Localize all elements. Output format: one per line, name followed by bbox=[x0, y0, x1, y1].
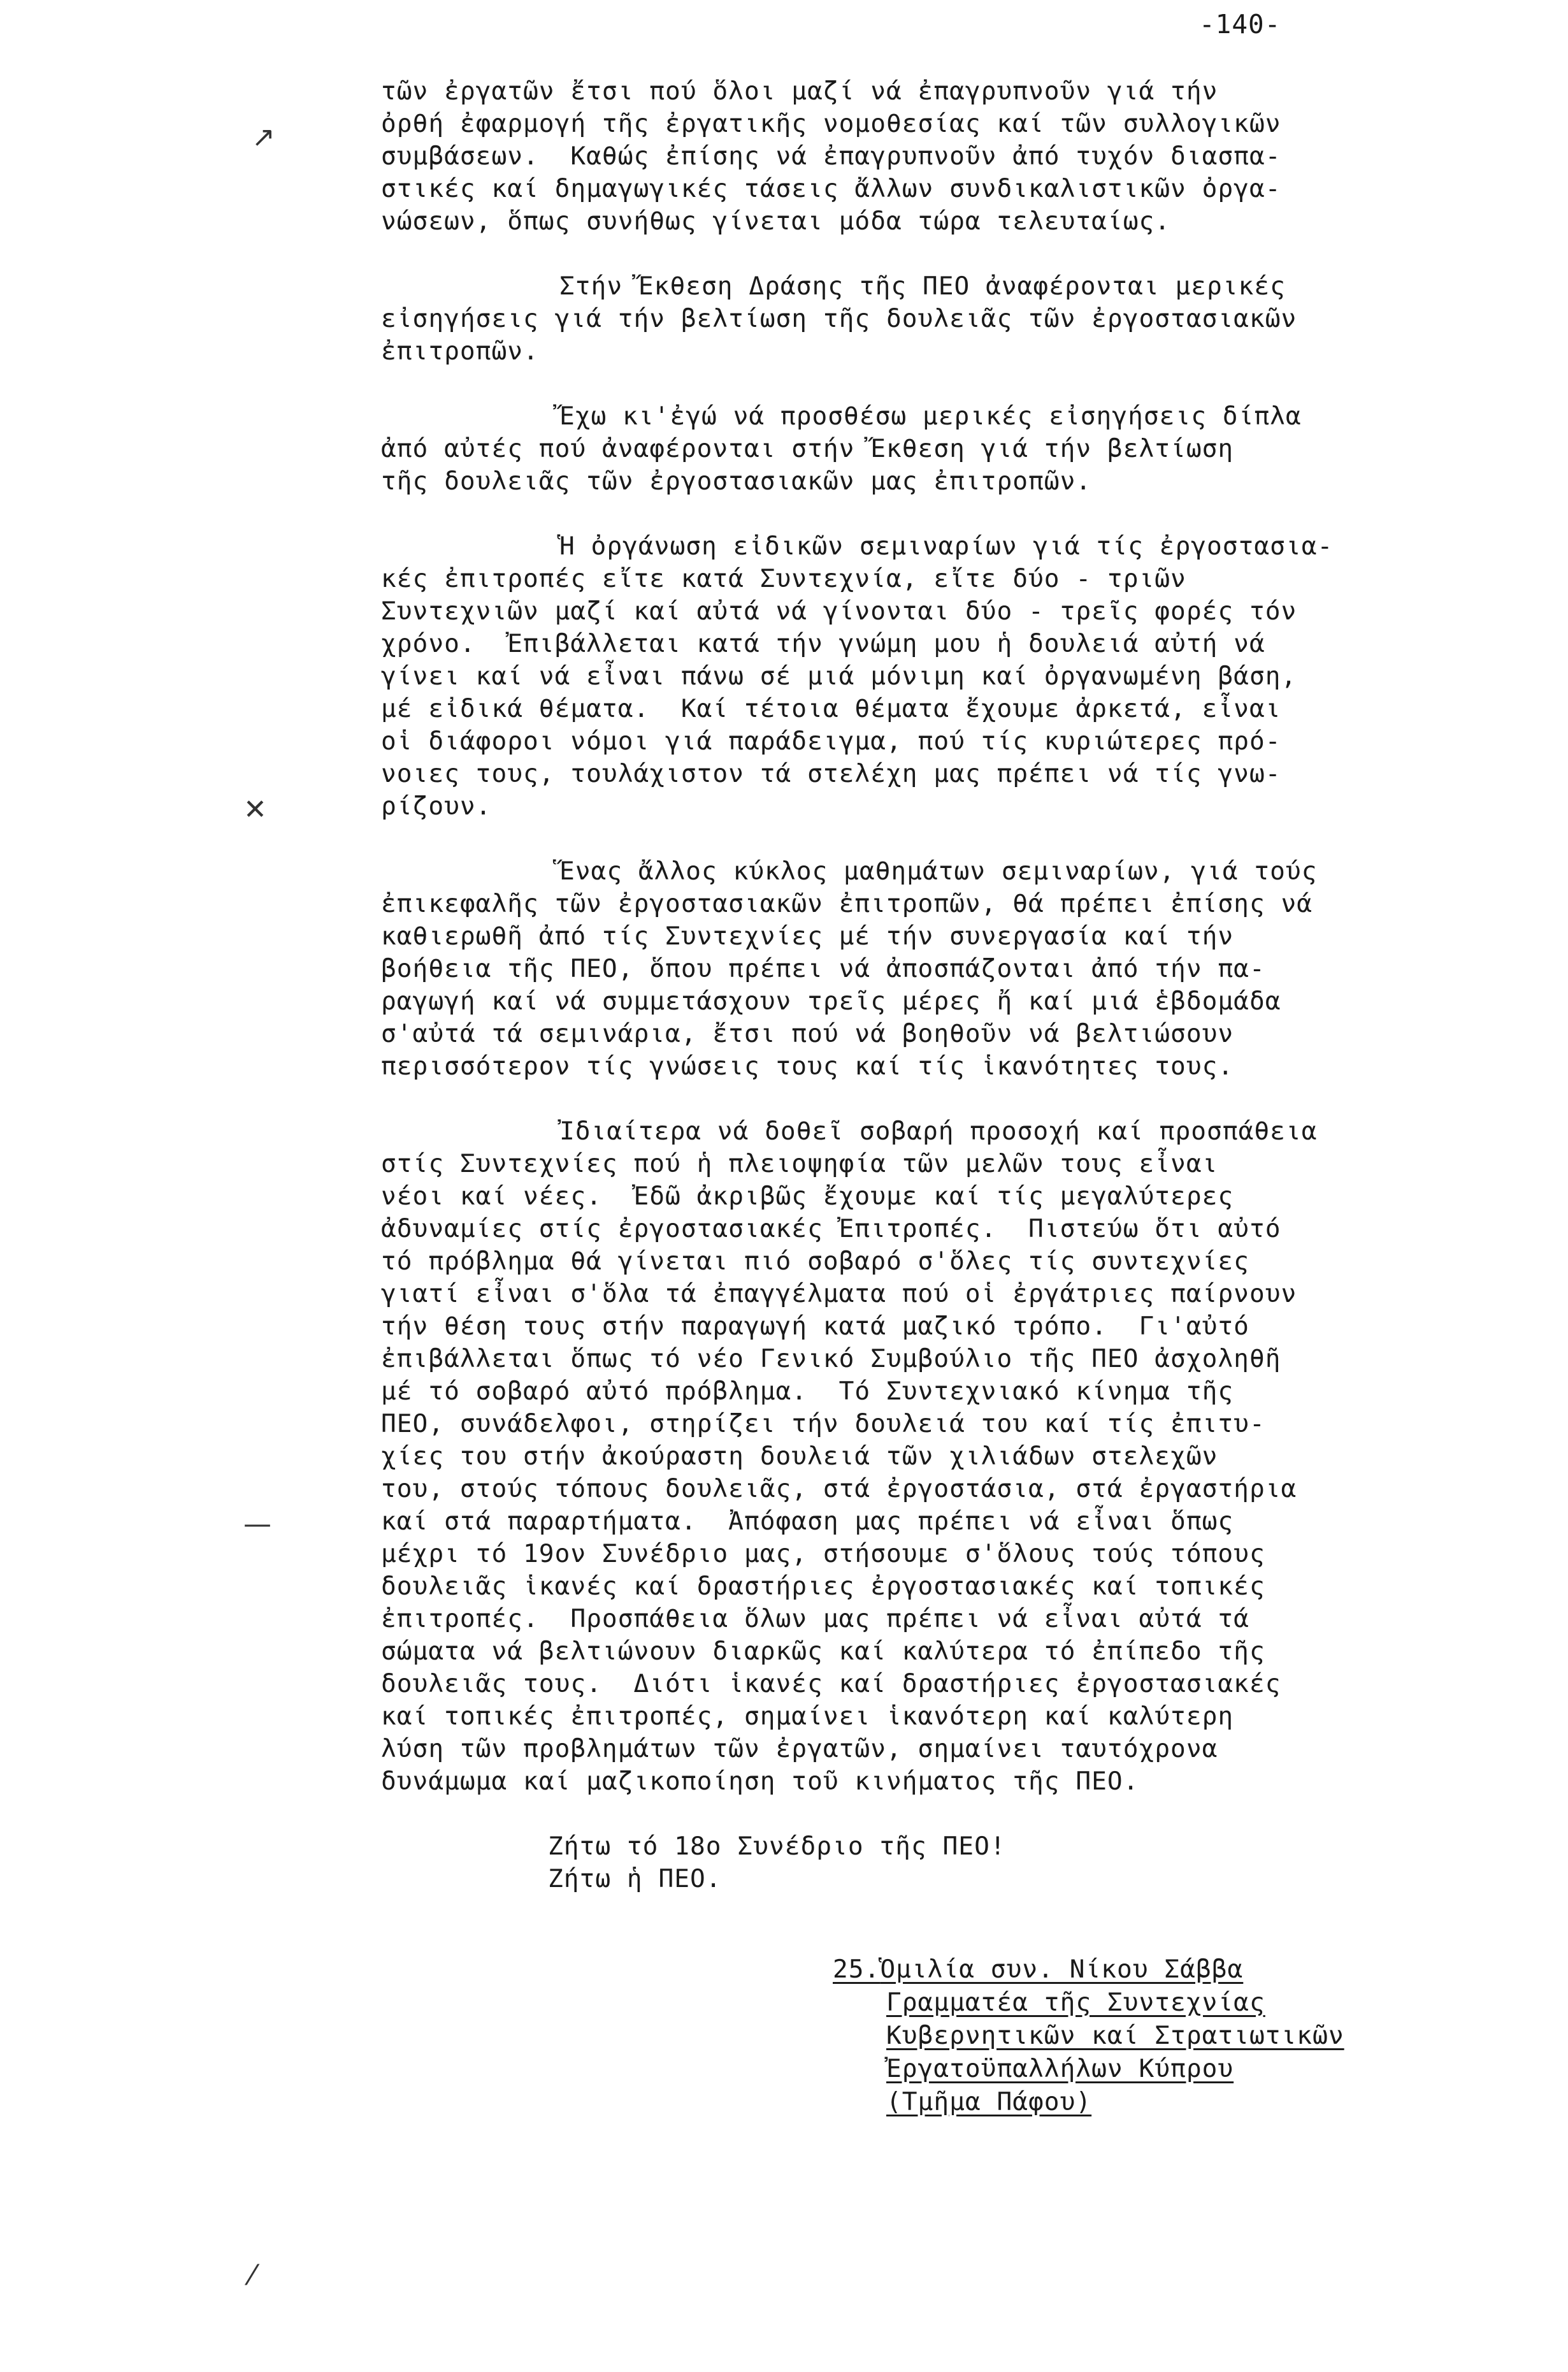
text-line: δουλειᾶς τους. Διότι ἱκανές καί δραστήριες ἐργοστασιακές bbox=[381, 1669, 1281, 1698]
text-line: δουλειᾶς ἱκανές καί δραστήριες ἐργοστασιακές καί τοπικές bbox=[381, 1572, 1265, 1601]
text-line: καθιερωθῆ ἀπό τίς Συντεχνίες μέ τήν συνεργασία καί τήν bbox=[381, 922, 1234, 951]
text-line: τῶν ἐργατῶν ἔτσι πού ὅλοι μαζί νά ἐπαγρυπνοῦν γιά τήν bbox=[381, 76, 1218, 106]
paragraph-6 bbox=[381, 1115, 1528, 1798]
text-line: Ἡ ὀργάνωση εἰδικῶν σεμιναρίων γιά τίς ἐργοστασια- bbox=[559, 532, 1334, 561]
heading-line: Γραμματέα τῆς Συντεχνίας bbox=[886, 1988, 1265, 2017]
text-line: δυνάμωμα καί μαζικοποίηση τοῦ κινήματος τῆς ΠΕΟ. bbox=[381, 1767, 1139, 1796]
text-line: Ἔχω κι'ἐγώ νά προσθέσω μερικές εἰσηγήσεις δίπλα bbox=[559, 401, 1302, 431]
text-line: ἐπιτροπῶν. bbox=[381, 336, 539, 366]
closing-line: Ζήτω ἡ ΠΕΟ. bbox=[548, 1864, 722, 1893]
text-line: γιατί εἶναι σ'ὅλα τά ἐπαγγέλματα πού οἱ ἐργάτριες παίρνουν bbox=[381, 1279, 1297, 1308]
paragraph-1 bbox=[381, 75, 1528, 238]
heading-line: Ἐργατοϋπαλλήλων Κύπρου bbox=[886, 2054, 1234, 2083]
paragraph-4 bbox=[381, 530, 1528, 823]
text-line: μέ εἰδικά θέματα. Καί τέτοια θέματα ἔχουμε ἀρκετά, εἶναι bbox=[381, 694, 1281, 723]
text-line: στικές καί δημαγωγικές τάσεις ἄλλων συνδικαλιστικῶν ὀργα- bbox=[381, 174, 1281, 203]
paragraph-5 bbox=[381, 855, 1528, 1083]
margin-cross-mark: ✕ bbox=[243, 793, 267, 826]
heading-line: Κυβερνητικῶν καί Στρατιωτικῶν bbox=[886, 2021, 1344, 2050]
text-line: νώσεων, ὅπως συνήθως γίνεται μόδα τώρα τελευταίως. bbox=[381, 206, 1171, 236]
page-number: -140- bbox=[1199, 9, 1281, 40]
text-line: σ'αὐτά τά σεμινάρια, ἔτσι πού νά βοηθοῦν νά βελτιώσουν bbox=[381, 1019, 1234, 1048]
paragraph-3 bbox=[381, 400, 1528, 498]
text-line: χίες του στήν ἀκούραστη δουλειά τῶν χιλιάδων στελεχῶν bbox=[381, 1442, 1218, 1471]
margin-tick-mark: ↗ bbox=[252, 121, 275, 154]
text-line: ραγωγή καί νά συμμετάσχουν τρεῖς μέρες ἤ καί μιά ἑβδομάδα bbox=[381, 987, 1281, 1016]
text-line: περισσότερον τίς γνώσεις τους καί τίς ἱκανότητες τους. bbox=[381, 1052, 1234, 1081]
paragraph-2 bbox=[381, 270, 1528, 368]
margin-stroke-mark: ⁄ bbox=[250, 2259, 255, 2292]
text-line: Ἰδιαίτερα νά δοθεῖ σοβαρή προσοχή καί προσπάθεια bbox=[559, 1117, 1318, 1146]
text-line: βοήθεια τῆς ΠΕΟ, ὅπου πρέπει νά ἀποσπάζονται ἀπό τήν πα- bbox=[381, 954, 1265, 983]
text-line: νέοι καί νέες. Ἐδῶ ἀκριβῶς ἔχουμε καί τίς μεγαλύτερες bbox=[381, 1182, 1234, 1211]
text-line: ὀρθή ἐφαρμογή τῆς ἐργατικῆς νομοθεσίας καί τῶν συλλογικῶν bbox=[381, 109, 1281, 138]
text-line: κές ἐπιτροπές εἴτε κατά Συντεχνία, εἴτε δύο - τριῶν bbox=[381, 564, 1186, 593]
text-line: καί στά παραρτήματα. Ἀπόφαση μας πρέπει νά εἶναι ὅπως bbox=[381, 1507, 1234, 1536]
text-line: τήν θέση τους στήν παραγωγή κατά μαζικό τρόπο. Γι'αὐτό bbox=[381, 1312, 1249, 1341]
text-line: νοιες τους, τουλάχιστον τά στελέχη μας πρέπει νά τίς γνω- bbox=[381, 759, 1281, 788]
text-line: γίνει καί νά εἶναι πάνω σέ μιά μόνιμη καί ὀργανωμένη βάση, bbox=[381, 662, 1297, 691]
text-line: του, στούς τόπους δουλειᾶς, στά ἐργοστάσια, στά ἐργαστήρια bbox=[381, 1474, 1297, 1503]
text-line: τό πρόβλημα θά γίνεται πιό σοβαρό σ'ὅλες τίς συντεχνίες bbox=[381, 1247, 1249, 1276]
speech-heading bbox=[833, 1953, 1344, 2118]
margin-dash-mark: — bbox=[243, 1508, 271, 1540]
text-line: Στήν Ἔκθεση Δράσης τῆς ΠΕΟ ἀναφέρονται μερικές bbox=[559, 271, 1286, 301]
text-line: ἀπό αὐτές πού ἀναφέρονται στήν Ἔκθεση γιά τήν βελτίωση bbox=[381, 434, 1234, 463]
text-line: συμβάσεων. Καθώς ἐπίσης νά ἐπαγρυπνοῦν ἀπό τυχόν διασπα- bbox=[381, 141, 1281, 171]
text-line: οἱ διάφοροι νόμοι γιά παράδειγμα, πού τίς κυριώτερες πρό- bbox=[381, 727, 1281, 756]
text-line: ἐπιτροπές. Προσπάθεια ὅλων μας πρέπει νά εἶναι αὐτά τά bbox=[381, 1604, 1249, 1633]
text-line: καί τοπικές ἐπιτροπές, σημαίνει ἱκανότερη καί καλύτερη bbox=[381, 1702, 1234, 1731]
text-line: μέχρι τό 19ον Συνέδριο μας, στήσουμε σ'ὅλους τούς τόπους bbox=[381, 1539, 1265, 1568]
closing-slogans bbox=[381, 1830, 1528, 1895]
heading-line: Ὁμιλία συν. Νίκου Σάββα bbox=[880, 1955, 1244, 1984]
text-line: λύση τῶν προβλημάτων τῶν ἐργατῶν, σημαίνει ταυτόχρονα bbox=[381, 1734, 1218, 1763]
document-body bbox=[381, 75, 1528, 1895]
text-line: ἐπικεφαλῆς τῶν ἐργοστασιακῶν ἐπιτροπῶν, θά πρέπει ἐπίσης νά bbox=[381, 889, 1313, 918]
text-line: ΠΕΟ, συνάδελφοι, στηρίζει τήν δουλειά του καί τίς ἐπιτυ- bbox=[381, 1409, 1265, 1438]
closing-line: Ζήτω τό 18ο Συνέδριο τῆς ΠΕΟ! bbox=[548, 1832, 1006, 1861]
text-line: χρόνο. Ἐπιβάλλεται κατά τήν γνώμη μου ἡ δουλειά αὐτή νά bbox=[381, 629, 1265, 658]
text-line: Συντεχνιῶν μαζί καί αὐτά νά γίνονται δύο - τρεῖς φορές τόν bbox=[381, 597, 1297, 626]
heading-number: 25. bbox=[833, 1955, 881, 1984]
text-line: ἀδυναμίες στίς ἐργοστασιακές Ἐπιτροπές. Πιστεύω ὅτι αὐτό bbox=[381, 1214, 1281, 1243]
text-line: μέ τό σοβαρό αὐτό πρόβλημα. Τό Συντεχνιακό κίνημα τῆς bbox=[381, 1377, 1234, 1406]
text-line: ρίζουν. bbox=[381, 792, 492, 821]
heading-line: (Τμῆμα Πάφου) bbox=[886, 2087, 1092, 2116]
text-line: τῆς δουλειᾶς τῶν ἐργοστασιακῶν μας ἐπιτροπῶν. bbox=[381, 466, 1092, 496]
text-line: ἐπιβάλλεται ὅπως τό νέο Γενικό Συμβούλιο τῆς ΠΕΟ ἀσχοληθῆ bbox=[381, 1344, 1281, 1373]
text-line: Ἕνας ἄλλος κύκλος μαθημάτων σεμιναρίων, γιά τούς bbox=[559, 857, 1318, 886]
text-line: στίς Συντεχνίες πού ἡ πλειοψηφία τῶν μελῶν τους εἶναι bbox=[381, 1149, 1218, 1178]
text-line: σώματα νά βελτιώνουν διαρκῶς καί καλύτερα τό ἐπίπεδο τῆς bbox=[381, 1637, 1265, 1666]
text-line: εἰσηγήσεις γιά τήν βελτίωση τῆς δουλειᾶς τῶν ἐργοστασιακῶν bbox=[381, 304, 1297, 333]
